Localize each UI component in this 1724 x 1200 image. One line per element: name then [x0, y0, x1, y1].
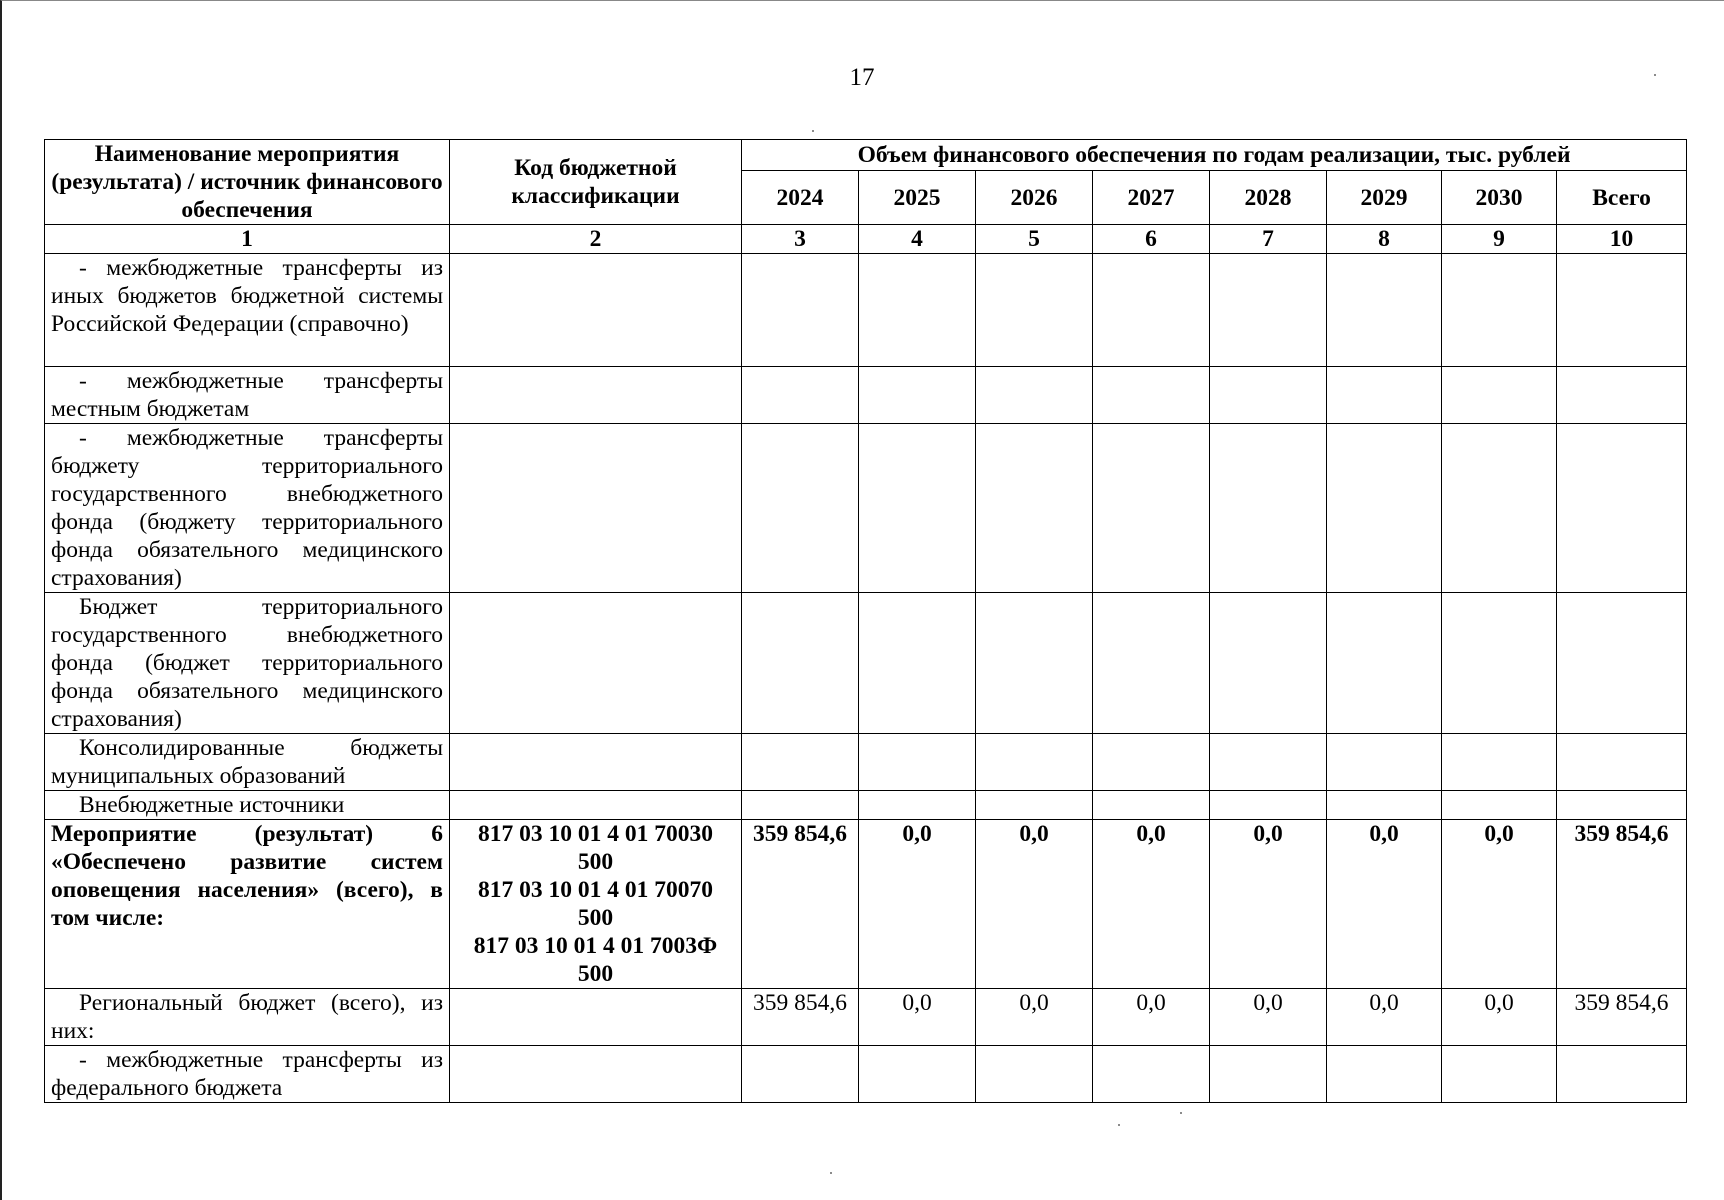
- header-year: 2026: [976, 171, 1093, 225]
- row-value: [1557, 734, 1687, 791]
- code-line: 500: [577, 905, 614, 931]
- row-value: [976, 791, 1093, 820]
- row-name: - межбюджетные трансферты местным бюджетам: [45, 367, 450, 424]
- row-code: [450, 791, 742, 820]
- row-value: [1210, 791, 1327, 820]
- row-value: 0,0: [1210, 820, 1327, 989]
- row-name: Мероприятие (результат) 6 «Обеспечено развитие систем оповещения населения» (всего), в том числе:: [45, 820, 450, 989]
- row-value: 0,0: [1093, 820, 1210, 989]
- header-code-column: Код бюджетной классификации: [450, 140, 742, 225]
- row-value: 359 854,6: [1557, 820, 1687, 989]
- header-year: 2030: [1442, 171, 1557, 225]
- row-value: [742, 424, 859, 593]
- row-name: - межбюджетные трансферты из иных бюджетов бюджетной системы Российской Федерации (справочно): [45, 254, 450, 367]
- code-line: 500: [577, 961, 614, 987]
- scan-speck: [1180, 1112, 1182, 1114]
- code-line: 500: [577, 849, 614, 875]
- row-name: Региональный бюджет (всего), из них:: [45, 989, 450, 1046]
- column-number: 4: [859, 225, 976, 254]
- row-value: 0,0: [1327, 989, 1442, 1046]
- row-value: [742, 367, 859, 424]
- row-value: [859, 367, 976, 424]
- row-value: [742, 791, 859, 820]
- row-code: [450, 1046, 742, 1103]
- column-number: 5: [976, 225, 1093, 254]
- header-year: 2025: [859, 171, 976, 225]
- header-year: 2024: [742, 171, 859, 225]
- row-value: [1093, 254, 1210, 367]
- row-value: 359 854,6: [742, 989, 859, 1046]
- column-number: 7: [1210, 225, 1327, 254]
- table-row: [45, 367, 1687, 424]
- row-value: 0,0: [1442, 820, 1557, 989]
- row-value: [859, 593, 976, 734]
- row-value: [742, 1046, 859, 1103]
- row-value: [1327, 1046, 1442, 1103]
- row-value: [1210, 254, 1327, 367]
- row-value: [1442, 367, 1557, 424]
- table-row: [45, 254, 1687, 367]
- row-value: 0,0: [859, 820, 976, 989]
- header-total: Всего: [1557, 171, 1687, 225]
- row-value: [1442, 791, 1557, 820]
- row-value: [976, 1046, 1093, 1103]
- row-value: [1210, 1046, 1327, 1103]
- row-value: [1442, 1046, 1557, 1103]
- row-value: 0,0: [1327, 820, 1442, 989]
- row-value: [1442, 734, 1557, 791]
- row-name: Внебюджетные источники: [45, 791, 450, 820]
- row-value: 359 854,6: [742, 820, 859, 989]
- row-value: [1442, 254, 1557, 367]
- row-value: [976, 593, 1093, 734]
- row-code: [450, 424, 742, 593]
- row-value: [1093, 734, 1210, 791]
- row-value: [976, 734, 1093, 791]
- table-row: [45, 424, 1687, 593]
- row-value: 0,0: [1442, 989, 1557, 1046]
- row-value: [1093, 593, 1210, 734]
- row-value: [1327, 791, 1442, 820]
- code-line: 817 03 10 01 4 01 70070: [478, 877, 713, 903]
- row-value: [976, 367, 1093, 424]
- row-value: [976, 254, 1093, 367]
- row-value: [1327, 593, 1442, 734]
- row-value: [1210, 367, 1327, 424]
- table-row: [45, 791, 1687, 820]
- row-code: [450, 989, 742, 1046]
- scan-speck: [812, 130, 814, 132]
- row-value: [1557, 791, 1687, 820]
- column-number: 8: [1327, 225, 1442, 254]
- column-number: 3: [742, 225, 859, 254]
- row-value: [1557, 254, 1687, 367]
- row-value: [742, 593, 859, 734]
- row-value: [1210, 593, 1327, 734]
- row-value: 359 854,6: [1557, 989, 1687, 1046]
- row-value: 0,0: [1210, 989, 1327, 1046]
- row-value: [1210, 734, 1327, 791]
- header-name-column: Наименование мероприятия (результата) / источник финансового обеспечения: [45, 140, 450, 225]
- row-value: [859, 254, 976, 367]
- row-value: [1327, 424, 1442, 593]
- scan-speck: [1118, 1124, 1120, 1126]
- row-code: [450, 367, 742, 424]
- row-value: [1557, 1046, 1687, 1103]
- row-value: [1442, 424, 1557, 593]
- row-value: [1442, 593, 1557, 734]
- row-value: 0,0: [859, 989, 976, 1046]
- table-row: [45, 989, 1687, 1046]
- row-code: [450, 734, 742, 791]
- row-name: - межбюджетные трансферты бюджету территориального государственного внебюджетного фонда (бюджету территориального фонда обязательного медицинского страхования): [45, 424, 450, 593]
- row-name: Бюджет территориального государственного внебюджетного фонда (бюджет территориального фонда обязательного медицинского страхования): [45, 593, 450, 734]
- table-row: [45, 593, 1687, 734]
- row-value: 0,0: [1093, 989, 1210, 1046]
- row-value: [1093, 791, 1210, 820]
- row-value: [859, 424, 976, 593]
- row-value: [859, 1046, 976, 1103]
- row-value: [1093, 424, 1210, 593]
- header-year: 2028: [1210, 171, 1327, 225]
- header-year: 2027: [1093, 171, 1210, 225]
- row-name: Консолидированные бюджеты муниципальных образований: [45, 734, 450, 791]
- row-value: 0,0: [976, 989, 1093, 1046]
- table-row: [45, 734, 1687, 791]
- row-value: [859, 734, 976, 791]
- column-number: 6: [1093, 225, 1210, 254]
- row-value: [1210, 424, 1327, 593]
- row-value: [742, 734, 859, 791]
- row-value: [1327, 734, 1442, 791]
- row-value: [1327, 367, 1442, 424]
- code-line: 817 03 10 01 4 01 70030: [478, 821, 713, 847]
- row-code: [450, 820, 742, 989]
- column-number: 10: [1557, 225, 1687, 254]
- page-number: 17: [849, 64, 875, 91]
- row-value: [1557, 593, 1687, 734]
- table-row: [45, 1046, 1687, 1103]
- column-number: 1: [45, 225, 450, 254]
- scan-speck: [830, 1172, 832, 1174]
- row-value: 0,0: [976, 820, 1093, 989]
- table-row: [45, 820, 1687, 989]
- row-value: [1557, 424, 1687, 593]
- financing-table: [44, 139, 1687, 1103]
- row-value: [1093, 1046, 1210, 1103]
- row-value: [1557, 367, 1687, 424]
- header-financing-group: Объем финансового обеспечения по годам реализации, тыс. рублей: [742, 140, 1687, 171]
- row-value: [859, 791, 976, 820]
- column-number: 9: [1442, 225, 1557, 254]
- header-year: 2029: [1327, 171, 1442, 225]
- code-line: 817 03 10 01 4 01 7003Ф: [473, 933, 718, 959]
- row-value: [976, 424, 1093, 593]
- row-value: [742, 254, 859, 367]
- column-number: 2: [450, 225, 742, 254]
- row-value: [1327, 254, 1442, 367]
- scan-speck: [1654, 74, 1656, 76]
- row-code: [450, 254, 742, 367]
- row-name: - межбюджетные трансферты из федерального бюджета: [45, 1046, 450, 1103]
- row-value: [1093, 367, 1210, 424]
- row-code: [450, 593, 742, 734]
